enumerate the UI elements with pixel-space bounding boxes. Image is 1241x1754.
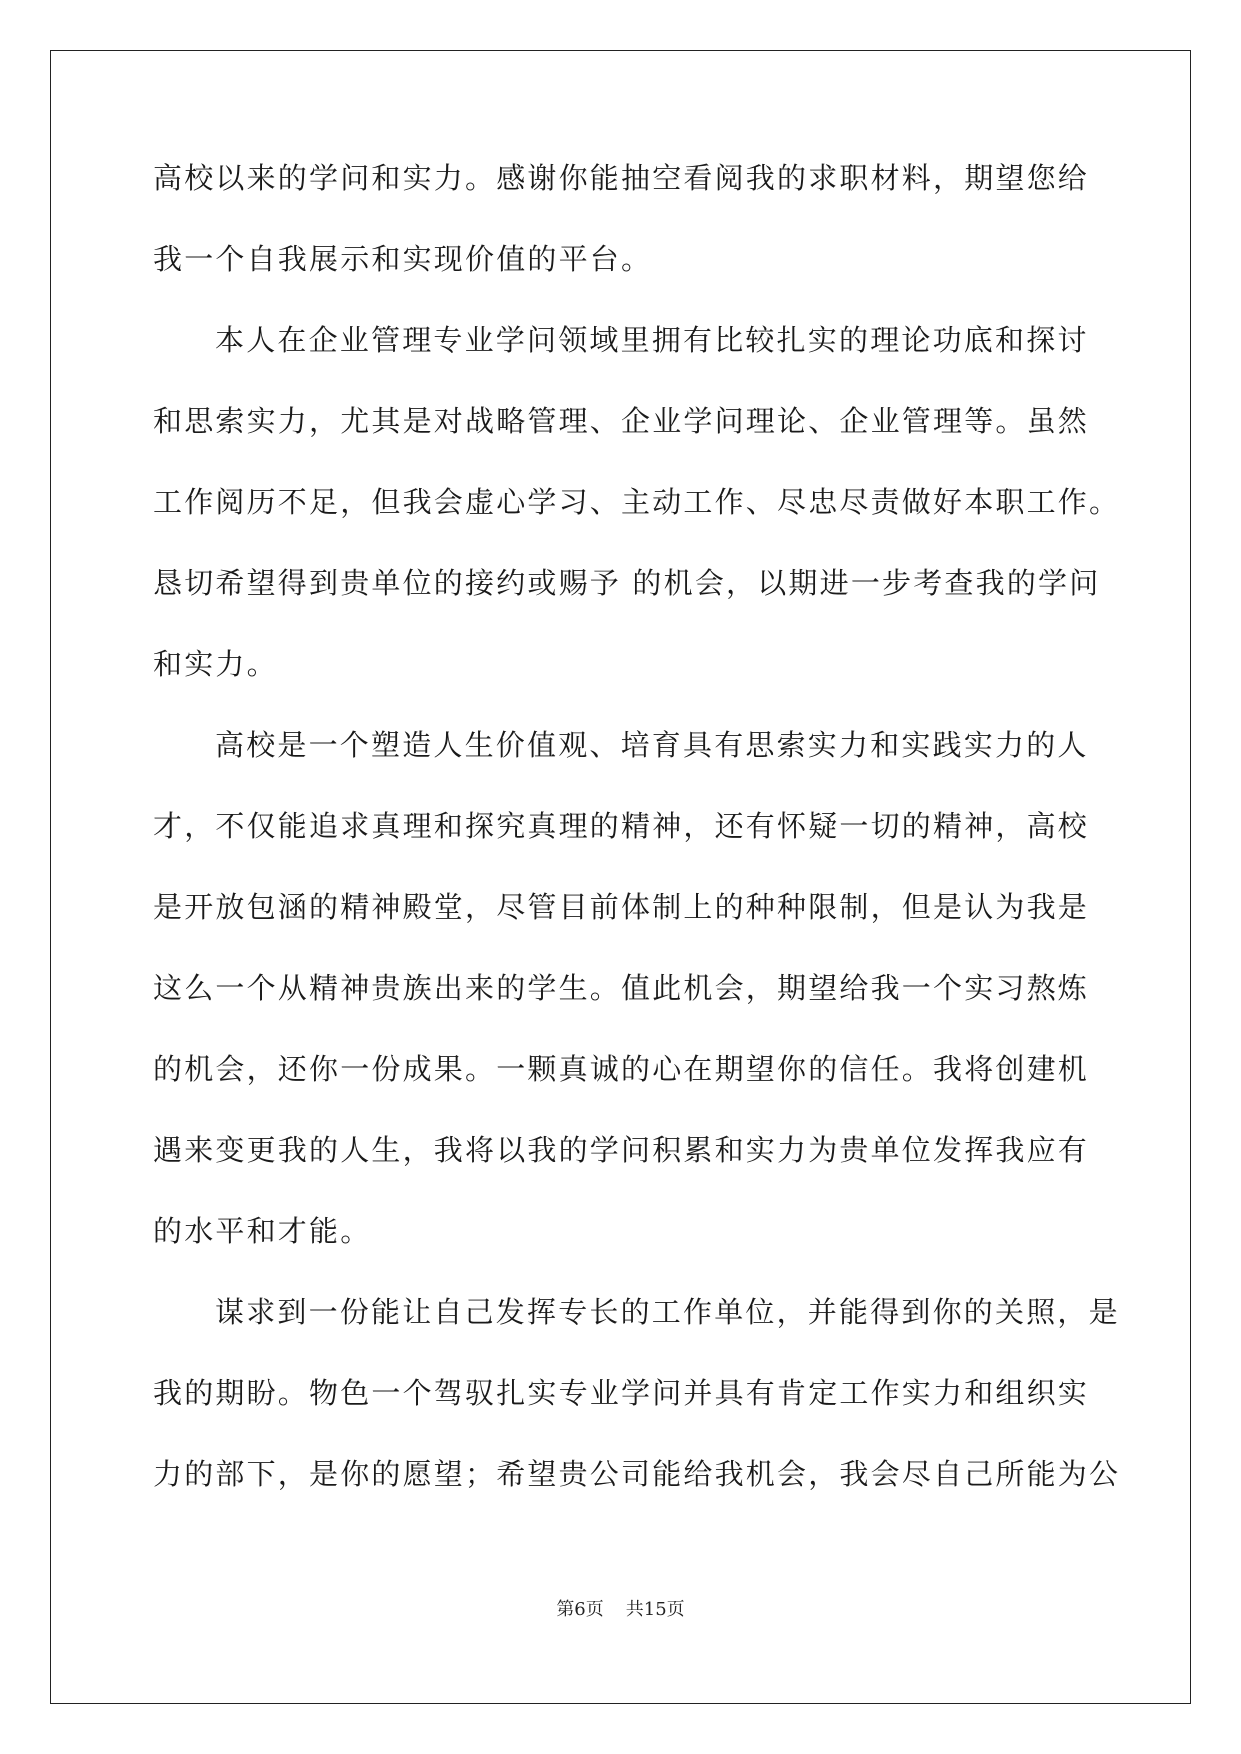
text-line: 工作阅历不足，但我会虚心学习、主动工作、尽忠尽责做好本职工作。 — [153, 485, 1121, 519]
text-line: 才，不仅能追求真理和探究真理的精神，还有怀疑一切的精神，高校 — [153, 809, 1090, 843]
text-line: 高校以来的学问和实力。感谢你能抽空看阅我的求职材料，期望您给 — [153, 161, 1090, 195]
document-body — [153, 160, 1121, 1537]
text-line: 的水平和才能。 — [153, 1214, 372, 1248]
text-line: 恳切希望得到贵单位的接约或赐予 的机会，以期进一步考查我的学问 — [153, 566, 1101, 600]
text-line: 我的期盼。物色一个驾驭扎实专业学问并具有肯定工作实力和组织实 — [153, 1376, 1090, 1410]
paragraph-start-line: 本人在企业管理专业学问领域里拥有比较扎实的理论功底和探讨 — [215, 323, 1089, 357]
paragraph-start-line: 高校是一个塑造人生价值观、培育具有思索实力和实践实力的人 — [215, 728, 1089, 762]
text-line: 和思索实力，尤其是对战略管理、企业学问理论、企业管理等。虽然 — [153, 404, 1090, 438]
text-line: 遇来变更我的人生，我将以我的学问积累和实力为贵单位发挥我应有 — [153, 1133, 1090, 1167]
page-total: 共15页 — [625, 1599, 685, 1620]
text-line: 的机会，还你一份成果。一颗真诚的心在期望你的信任。我将创建机 — [153, 1052, 1090, 1086]
page-number: 第6页 — [556, 1599, 604, 1620]
text-line: 我一个自我展示和实现价值的平台。 — [153, 242, 653, 276]
paragraph-start-line: 谋求到一份能让自己发挥专长的工作单位，并能得到你的关照，是 — [215, 1295, 1120, 1329]
page-footer — [0, 1595, 1241, 1621]
text-line: 这么一个从精神贵族出来的学生。值此机会，期望给我一个实习熬炼 — [153, 971, 1090, 1005]
text-line: 和实力。 — [153, 647, 278, 681]
text-line: 力的部下，是你的愿望；希望贵公司能给我机会，我会尽自己所能为公 — [153, 1457, 1121, 1491]
text-line: 是开放包涵的精神殿堂，尽管目前体制上的种种限制，但是认为我是 — [153, 890, 1090, 924]
